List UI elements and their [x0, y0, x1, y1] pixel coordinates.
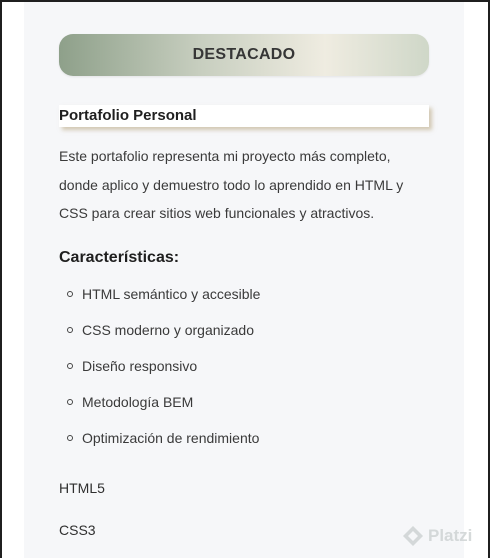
bullet-icon — [67, 435, 73, 441]
features-list — [67, 285, 260, 465]
featured-badge-label: DESTACADO — [192, 46, 296, 63]
project-card — [24, 2, 464, 558]
watermark-text: Platzi — [428, 526, 473, 545]
features-heading: Características: — [59, 249, 180, 266]
list-item — [67, 321, 260, 357]
featured-badge — [59, 34, 429, 76]
list-item — [67, 393, 260, 429]
project-description: Este portafolio representa mi proyecto más completo, donde aplico y demuestro todo lo aprendido en HTML y CSS para crear sitios web funcionales y atractivos. — [59, 148, 404, 221]
bullet-icon — [67, 291, 73, 297]
list-item — [67, 429, 260, 465]
platzi-watermark — [402, 525, 472, 547]
project-title-bar — [59, 105, 429, 127]
bullet-icon — [67, 363, 73, 369]
platzi-logo-icon — [402, 525, 424, 547]
feature-label: CSS moderno y organizado — [82, 322, 254, 338]
feature-label: Optimización de rendimiento — [82, 430, 260, 446]
list-item — [67, 357, 260, 393]
feature-label: Metodología BEM — [82, 394, 194, 410]
tech-tag-css3: CSS3 — [59, 522, 96, 538]
feature-label: HTML semántico y accesible — [82, 286, 261, 302]
tech-tag-html5: HTML5 — [59, 480, 105, 496]
project-title: Portafolio Personal — [59, 107, 197, 124]
bullet-icon — [67, 399, 73, 405]
bullet-icon — [67, 327, 73, 333]
feature-label: Diseño responsivo — [82, 358, 198, 374]
list-item — [67, 285, 260, 321]
